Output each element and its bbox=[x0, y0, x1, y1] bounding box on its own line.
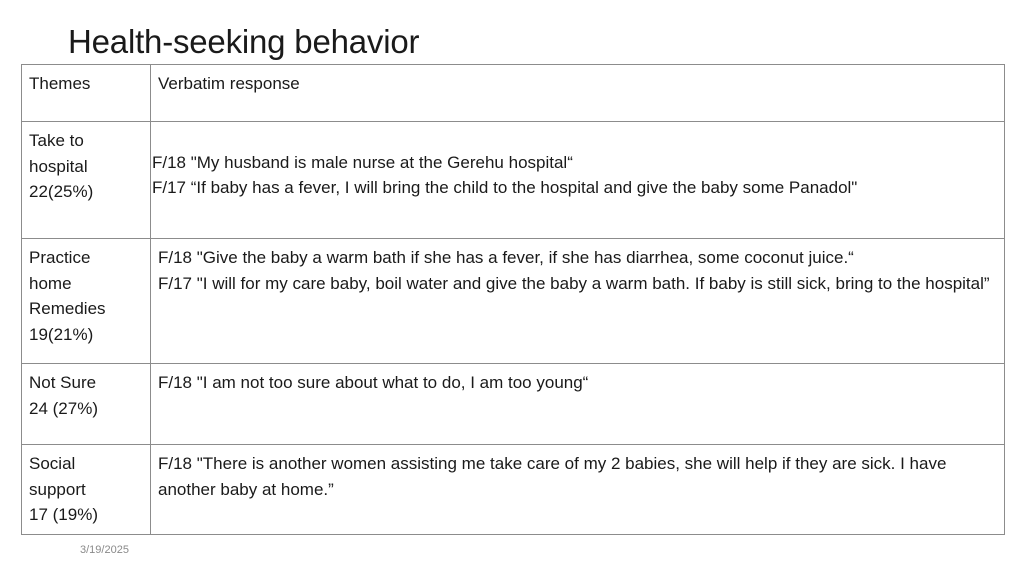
header-themes: Themes bbox=[22, 65, 151, 122]
header-verbatim-response: Verbatim response bbox=[151, 65, 1005, 122]
theme-line: 22(25%) bbox=[29, 182, 94, 201]
response-cell bbox=[151, 445, 1005, 535]
theme-line: home bbox=[29, 273, 72, 293]
theme-cell bbox=[22, 239, 151, 364]
theme-line: Not Sure bbox=[29, 373, 97, 392]
theme-line: 17 (19%) bbox=[29, 505, 98, 524]
theme-line: Remedies bbox=[29, 299, 106, 318]
table-row bbox=[22, 364, 1005, 445]
theme-line: support bbox=[29, 479, 86, 499]
response-text: F/18 "My husband is male nurse at the Gerehu hospital“ bbox=[152, 152, 573, 172]
theme-line: Social bbox=[29, 454, 76, 473]
theme-cell bbox=[22, 364, 151, 445]
slide-date: 3/19/2025 bbox=[80, 544, 129, 556]
table-row bbox=[22, 122, 1005, 239]
response-cell bbox=[151, 239, 1005, 364]
response-cell bbox=[151, 122, 1005, 239]
response-text: F/17 “If baby has a fever, I will bring the child to the hospital and give the baby some Panadol" bbox=[152, 178, 858, 197]
theme-line: Practice bbox=[29, 248, 91, 267]
themes-table bbox=[21, 64, 1005, 535]
response-text: F/18 "I am not too sure about what to do, I am too young“ bbox=[158, 373, 589, 392]
table-header-row bbox=[22, 65, 1005, 122]
response-text: F/18 "Give the baby a warm bath if she has a fever, if she has diarrhea, some coconut juice.“ bbox=[158, 248, 854, 267]
slide-title: Health-seeking behavior bbox=[68, 23, 420, 60]
theme-line: 24 (27%) bbox=[29, 398, 98, 418]
theme-cell bbox=[22, 122, 151, 239]
theme-line: hospital bbox=[29, 156, 88, 176]
response-text: F/17 "I will for my care baby, boil water and give the baby a warm bath. If baby is still sick, bring to the hospital” bbox=[158, 273, 990, 293]
response-text: F/18 "There is another women assisting me take care of my 2 babies, she will help if they are sick. I have another baby at home.” bbox=[158, 454, 947, 499]
theme-cell bbox=[22, 445, 151, 535]
response-cell bbox=[151, 364, 1005, 445]
theme-line: Take to bbox=[29, 131, 84, 150]
theme-line: 19(21%) bbox=[29, 324, 94, 344]
table-row bbox=[22, 239, 1005, 364]
table-row bbox=[22, 445, 1005, 535]
